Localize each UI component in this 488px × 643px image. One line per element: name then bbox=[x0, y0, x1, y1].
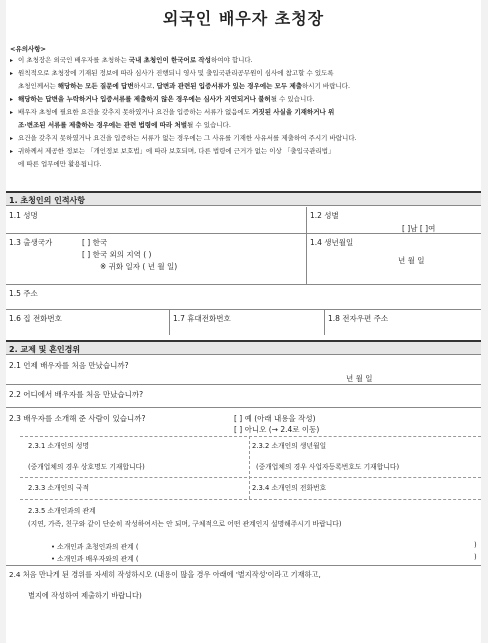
notice-text: 초청인께서는 bbox=[18, 82, 58, 90]
notice-text: 하시고, bbox=[133, 82, 157, 90]
q233-label: 2.3.3 소개인의 국적 bbox=[28, 484, 90, 492]
section1-header: 1. 초청인의 인적사항 bbox=[6, 191, 481, 206]
notice-line bbox=[10, 93, 480, 106]
q22-label: 2.2 어디에서 배우자를 처음 만났습니까? bbox=[9, 390, 144, 399]
q231-label: 2.3.1 소개인의 성명 bbox=[28, 442, 90, 450]
dob-label: 1.4 생년월일 bbox=[310, 238, 354, 247]
q235-label: 2.3.5 소개인과의 관계 bbox=[28, 507, 96, 515]
q235-bullet1: • 소개인과 초청인과의 관계 ( bbox=[51, 543, 139, 551]
form-title: 외국인 배우자 초청장 bbox=[162, 9, 325, 28]
notice-text: 될 수 있습니다. bbox=[270, 95, 315, 103]
notice-text: 해당하는 모든 질문에 답변 bbox=[57, 82, 134, 90]
q234-label: 2.3.4 소개인의 전화번호 bbox=[252, 484, 327, 492]
notice-text: 답변과 관련된 입증서류가 있는 경우에는 모두 제출 bbox=[156, 82, 303, 90]
notice-line bbox=[10, 67, 480, 80]
notice-line bbox=[10, 145, 480, 158]
notice-text: 귀하께서 제공한 정보는 「개인정보 보호법」에 따라 보호되며, 다른 법령에 근거가 없는 이상 「출입국관리법」 bbox=[18, 147, 335, 155]
email-label: 1.8 전자우편 주소 bbox=[328, 314, 389, 323]
q235-note: (지연, 가족, 친구와 같이 단순히 작성하여서는 안 되며, 구체적으로 어떤 관계인지 설명해주시기 바랍니다) bbox=[28, 520, 342, 528]
q23-no[interactable]: [ ] 아니오 (→ 2.4로 이동) bbox=[234, 425, 320, 434]
notice-text: 하시기 바랍니다. bbox=[302, 82, 351, 90]
mobile-label: 1.7 휴대전화번호 bbox=[173, 314, 231, 323]
q24-cont: 별지에 작성하여 제출하기 바랍니다) bbox=[28, 591, 142, 600]
notice-text: 국내 초청인이 한국어로 작성 bbox=[128, 56, 211, 64]
q232-note: (중개업체의 경우 사업자등록번호도 기재합니다) bbox=[256, 463, 400, 471]
notice-line bbox=[10, 132, 480, 145]
notice-text: 해당하는 답변을 누락하거나 입증서류를 제출하지 않은 경우에는 심사가 지연되거나 불허 bbox=[18, 95, 271, 103]
notice-line bbox=[10, 119, 480, 132]
q231-note: (중개업체의 경우 상호명도 기재합니다) bbox=[28, 463, 145, 471]
q235-bullet2: • 소개인과 배우자와의 관계 ( bbox=[51, 555, 139, 563]
notice-text: 원칙적으로 초청장에 기재된 정보에 따라 심사가 진행되니 영사 및 출입국관리공무원이 심사에 참고할 수 있도록 bbox=[18, 69, 334, 77]
dob-fields[interactable]: 년 월 일 bbox=[398, 256, 425, 265]
notice-text: 될 수 있습니다. bbox=[187, 121, 231, 129]
gender-options[interactable]: [ ]남 [ ]여 bbox=[402, 224, 436, 233]
address-label: 1.5 주소 bbox=[9, 289, 38, 298]
notice-line bbox=[10, 54, 480, 67]
q24-label: 2.4 처음 만나게 된 경위를 자세히 작성하시오 (내용이 많을 경우 아래에 '별지작성'이라고 기재하고, bbox=[9, 570, 321, 579]
q235-paren2: ) bbox=[474, 553, 477, 561]
notice-list bbox=[10, 54, 480, 171]
gender-label: 1.2 성별 bbox=[310, 211, 339, 220]
notice-line bbox=[10, 80, 480, 93]
q232-label: 2.3.2 소개인의 생년월일 bbox=[252, 442, 327, 450]
name-label: 1.1 성명 bbox=[9, 211, 38, 220]
notice-text: 거짓된 사실을 기재하거나 위 bbox=[252, 108, 335, 116]
form-page bbox=[6, 0, 481, 643]
birth-country-korea[interactable]: [ ] 한국 bbox=[82, 238, 108, 247]
section2-header: 2. 교제 및 혼인경위 bbox=[6, 340, 481, 355]
q23-yes[interactable]: [ ] 예 (아래 내용을 작성) bbox=[234, 414, 316, 423]
notice-text: 하여야 합니다. bbox=[210, 56, 253, 64]
birth-country-label: 1.3 출생국가 bbox=[9, 238, 53, 247]
home-phone-label: 1.6 집 전화번호 bbox=[9, 314, 62, 323]
q21-label: 2.1 언제 배우자를 처음 만났습니까? bbox=[9, 361, 129, 370]
notice-text: 에 따른 업무에만 활용됩니다. bbox=[18, 160, 102, 168]
notice-header: <유의사항> bbox=[10, 45, 47, 53]
notice-line bbox=[10, 106, 480, 119]
notice-text: 조·변조된 서류를 제출하는 경우에는 관련 법령에 따라 처벌 bbox=[18, 121, 188, 129]
notice-line bbox=[10, 158, 480, 171]
q235-paren1: ) bbox=[474, 541, 477, 549]
naturalization-date[interactable]: ※ 귀화 일자 ( 년 월 일) bbox=[100, 262, 178, 271]
notice-text: 요건을 갖추지 못하였거나 요건을 입증하는 서류가 없는 경우에는 그 사유를 기재한 사유서를 제출하여 주시기 바랍니다. bbox=[18, 134, 357, 142]
birth-country-outside[interactable]: [ ] 한국 외의 지역 ( ) bbox=[82, 250, 152, 259]
q21-fields[interactable]: 년 월 일 bbox=[346, 374, 373, 383]
q23-label: 2.3 배우자를 소개해 준 사람이 있습니까? bbox=[9, 414, 146, 423]
notice-text: 배우자 초청에 필요한 요건을 갖추지 못하였거나 요건을 입증하는 서류가 없음에도 bbox=[18, 108, 253, 116]
notice-text: 이 초청장은 외국인 배우자를 초청하는 bbox=[18, 56, 129, 64]
